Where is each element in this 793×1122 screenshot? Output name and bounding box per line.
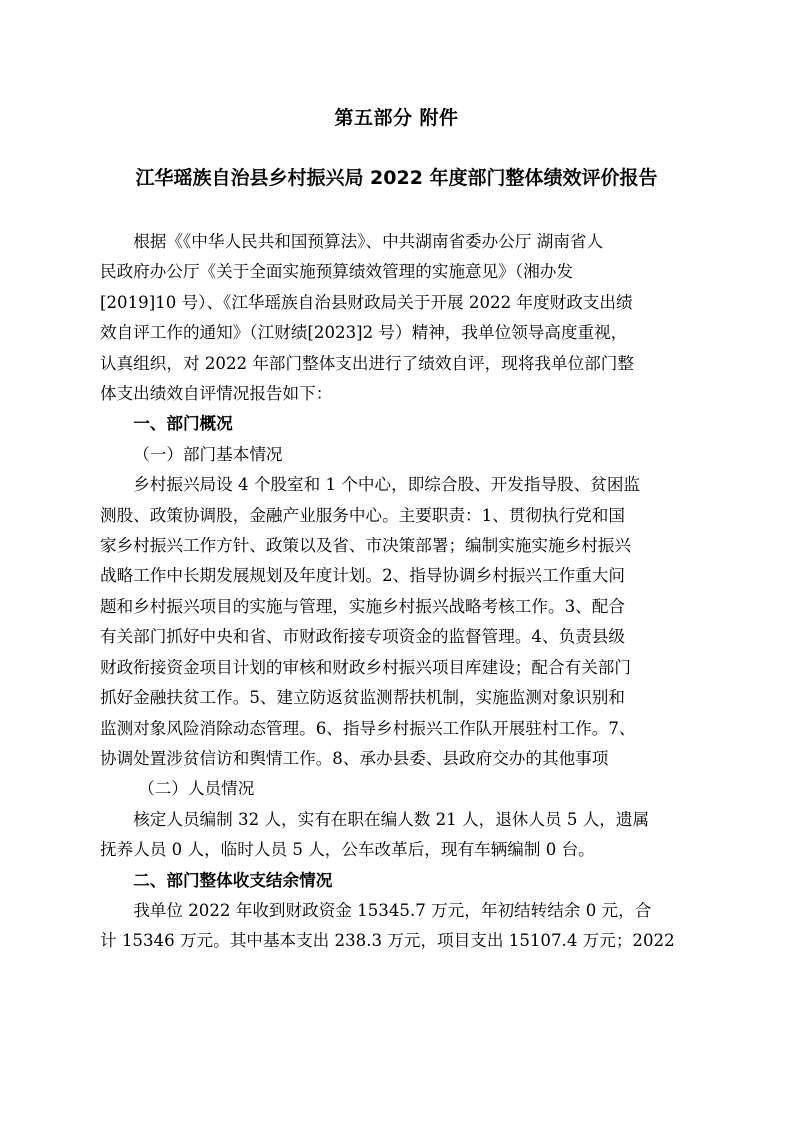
part-title: 第五部分 附件 (334, 107, 459, 129)
basic-info-line: 协调处置涉贫信访和舆情工作。8、承办县委、县政府交办的其他事项 (100, 748, 609, 768)
basic-info-line: 财政衔接资金项目计划的审核和财政乡村振兴项目库建设；配合有关部门 (100, 657, 631, 677)
intro-line: 效自评工作的通知》（江财绩[2023]2 号）精神，我单位领导高度重视， (100, 323, 628, 343)
section-heading-department-overview: 一、部门概况 (133, 414, 233, 434)
basic-info-line: 测股、政策协调股，金融产业服务中心。主要职责：1、贯彻执行党和国 (100, 505, 625, 525)
intro-line: 民政府办公厅《关于全面实施预算绩效管理的实施意见》（湘办发 (100, 262, 573, 282)
basic-info-line: 乡村振兴局设 4 个股室和 1 个中心，即综合股、开发指导股、贫困监 (133, 475, 641, 495)
subsection-heading-staffing: （二）人员情况 (138, 779, 255, 799)
basic-info-line: 家乡村振兴工作方针、政策以及省、市决策部署；编制实施实施乡村振兴 (100, 536, 631, 556)
staffing-line: 核定人员编制 32 人，实有在职在编人数 21 人，退休人员 5 人，遗属 (133, 809, 650, 829)
basic-info-paragraph (100, 470, 696, 774)
basic-info-line: 有关部门抓好中央和省、市财政衔接专项资金的监督管理。4、负责县级 (100, 627, 625, 647)
document-body (100, 227, 696, 957)
intro-line: [2019]10 号）、《江华瑶族自治县财政局关于开展 2022 年度财政支出绩 (100, 292, 633, 312)
basic-info-line: 抓好金融扶贫工作。5、建立防返贫监测帮扶机制，实施监测对象识别和 (100, 688, 625, 708)
intro-line: 根据《《中华人民共和国预算法》、中共湖南省委办公厅 湖南省人 (133, 232, 604, 251)
budget-line: 计 15346 万元。其中基本支出 238.3 万元，项目支出 15107.4 万元；2022 (100, 931, 675, 951)
intro-line: 体支出绩效自评情况报告如下： (100, 384, 333, 404)
intro-paragraph (100, 227, 696, 409)
subsection-heading-basic-info: （一）部门基本情况 (133, 444, 283, 464)
budget-paragraph (100, 896, 696, 957)
staffing-line: 抚养人员 0 人，临时人员 5 人，公车改革后，现有车辆编制 0 台。 (100, 840, 595, 860)
basic-info-line: 监测对象风险消除动态管理。6、指导乡村振兴工作队开展驻村工作。7、 (100, 718, 636, 738)
staffing-paragraph (100, 805, 696, 866)
intro-line: 认真组织，对 2022 年部门整体支出进行了绩效自评，现将我单位部门整 (100, 353, 634, 373)
basic-info-line: 题和乡村振兴项目的实施与管理，实施乡村振兴战略考核工作。3、配合 (100, 596, 625, 616)
report-title: 江华瑶族自治县乡村振兴局 2022 年度部门整体绩效评价报告 (135, 167, 658, 189)
budget-line: 我单位 2022 年收到财政资金 15345.7 万元，年初结转结余 0 元，合 (133, 900, 652, 920)
section-heading-budget-balance: 二、部门整体收支结余情况 (133, 870, 333, 890)
basic-info-line: 战略工作中长期发展规划及年度计划。2、指导协调乡村振兴工作重大问 (100, 566, 625, 586)
